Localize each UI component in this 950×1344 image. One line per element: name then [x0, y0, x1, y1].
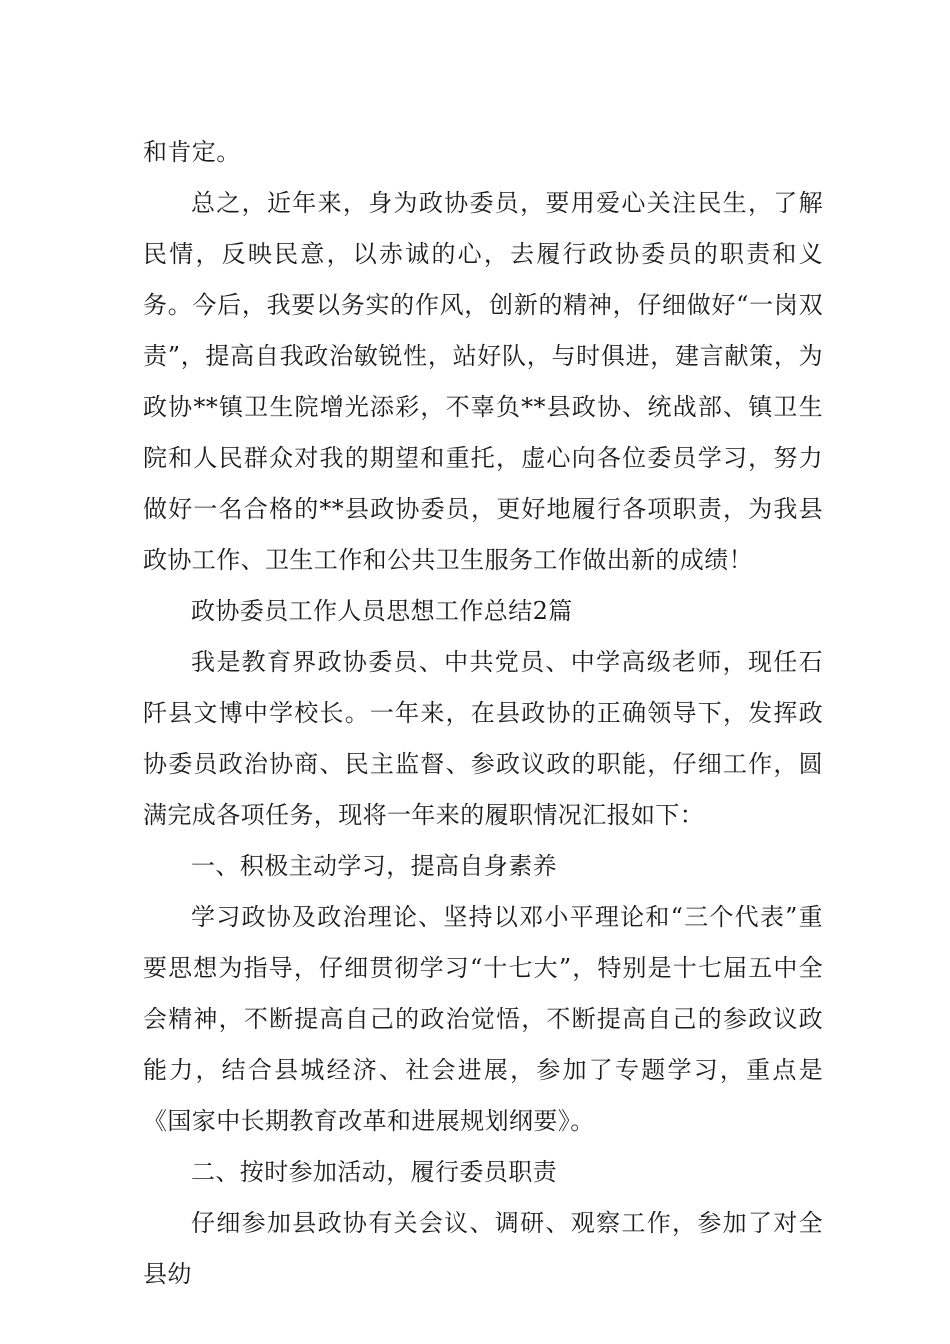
section-heading-1: 一、积极主动学习，提高自身素养	[191, 852, 557, 880]
section-heading-2: 二、按时参加活动，履行委员职责	[191, 1158, 557, 1186]
paragraph-activities: 仔细参加县政协有关会议、调研、观察工作，参加了对全县幼	[143, 1209, 823, 1288]
document-body	[143, 127, 823, 1300]
paragraph-summary: 总之，近年来，身为政协委员，要用爱心关注民生，了解民情，反映民意，以赤诚的心，去履行政协委员的职责和义务。今后，我要以务实的作风，创新的精神，仔细做好“一岗双责”，提高自我政治敏锐性，站好队，与时俱进，建言献策，为政协**镇卫生院增光添彩，不辜负**县政协、统战部、镇卫生院和人民群众对我的期望和重托，虚心向各位委员学习，努力做好一名合格的**县政协委员，更好地履行各项职责，为我县政协工作、卫生工作和公共卫生服务工作做出新的成绩！	[143, 189, 823, 574]
paragraph-introduction: 我是教育界政协委员、中共党员、中学高级老师，现任石阡县文博中学校长。一年来，在县政协的正确领导下，发挥政协委员政治协商、民主监督、参政议政的职能，仔细工作，圆满完成各项任务，现将一年来的履职情况汇报如下：	[143, 648, 823, 829]
document-title: 政协委员工作人员思想工作总结2篇	[191, 597, 573, 625]
paragraph-study: 学习政协及政治理论、坚持以邓小平理论和“三个代表”重要思想为指导，仔细贯彻学习“十七大”，特别是十七届五中全会精神，不断提高自己的政治觉悟，不断提高自己的参政议政能力，结合县城经济、社会进展，参加了专题学习，重点是《国家中长期教育改革和进展规划纲要》。	[143, 903, 823, 1135]
paragraph-continuation: 和肯定。	[143, 138, 241, 166]
